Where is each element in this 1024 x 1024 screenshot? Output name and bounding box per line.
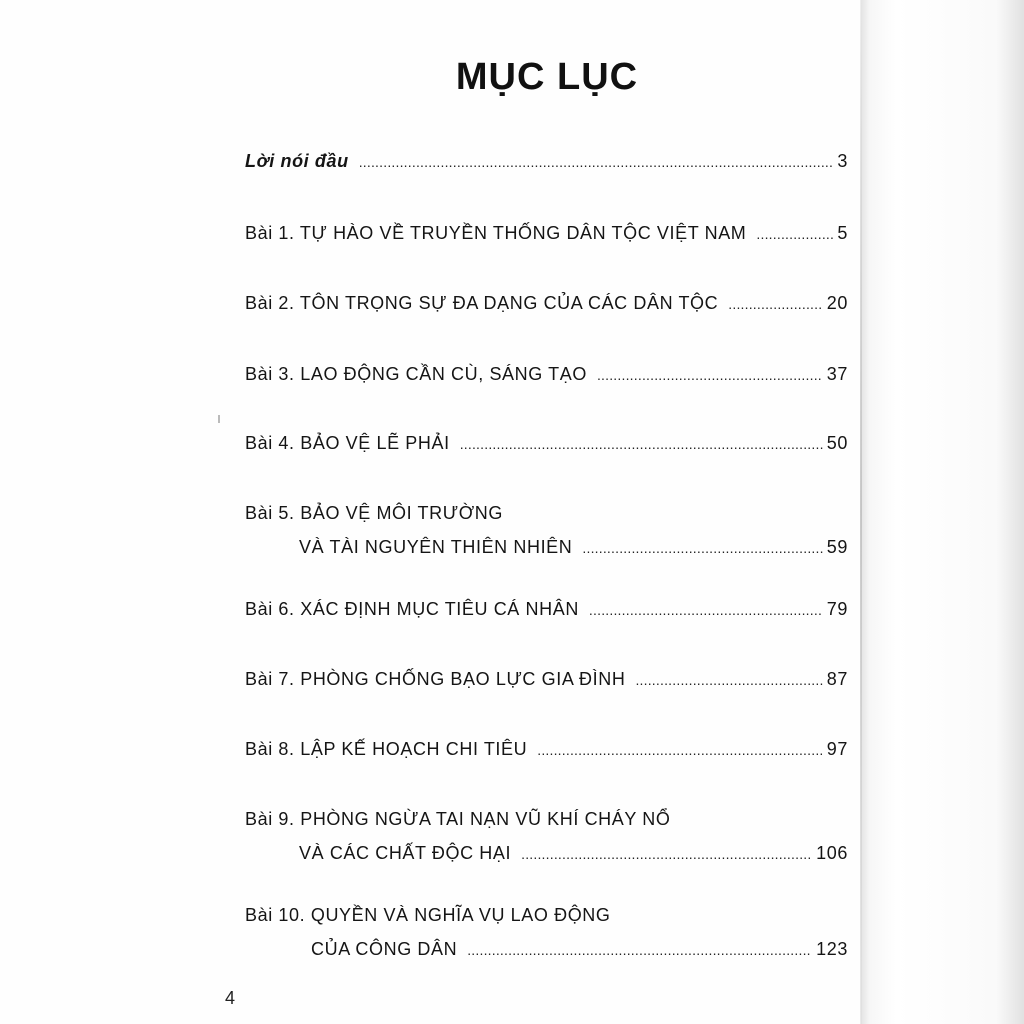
toc-entry-lesson-1 bbox=[245, 222, 848, 245]
toc-entry-lesson-8 bbox=[245, 738, 848, 761]
page-number: 4 bbox=[225, 988, 236, 1008]
page-title: MỤC LỤC bbox=[455, 56, 639, 98]
toc-entry-label: Bài 10. QUYỀN VÀ NGHĨA VỤ LAO ĐỘNG bbox=[245, 905, 611, 925]
toc-entry-lesson-5 bbox=[245, 502, 848, 559]
toc-entry-label-line2: VÀ TÀI NGUYÊN THIÊN NHIÊN bbox=[299, 537, 573, 557]
toc-entry-lesson-9 bbox=[245, 808, 848, 865]
toc-entry-lesson-3 bbox=[245, 363, 848, 386]
toc-entry-label: Bài 9. PHÒNG NGỪA TAI NẠN VŨ KHÍ CHÁY NỔ bbox=[245, 809, 671, 829]
page-edge-shadow bbox=[856, 0, 1024, 1024]
toc-entry-page: 59 bbox=[826, 537, 848, 557]
toc-entry-label: Bài 4. BẢO VỆ LẼ PHẢI bbox=[245, 433, 450, 453]
toc-leader-dots bbox=[597, 364, 823, 386]
toc-leader-dots bbox=[582, 537, 822, 559]
toc-entry-label: Bài 8. LẬP KẾ HOẠCH CHI TIÊU bbox=[245, 739, 528, 759]
toc-entry-page: 50 bbox=[826, 433, 848, 453]
toc-entry-page: 5 bbox=[837, 223, 848, 243]
toc-leader-dots bbox=[467, 939, 812, 961]
toc-entry-label: Lời nói đầu bbox=[245, 151, 349, 171]
toc-entry-label: Bài 2. TÔN TRỌNG SỰ ĐA DẠNG CỦA CÁC DÂN TỘC bbox=[245, 293, 719, 313]
toc-entry-page: 3 bbox=[837, 151, 848, 171]
toc-leader-dots bbox=[521, 843, 812, 865]
toc-entry-label: Bài 5. BẢO VỆ MÔI TRƯỜNG bbox=[245, 503, 503, 523]
toc-leader-dots bbox=[359, 151, 834, 173]
toc-entry-label-line2: CỦA CÔNG DÂN bbox=[311, 939, 458, 959]
toc-leader-dots bbox=[460, 433, 823, 455]
toc-entry-lesson-2 bbox=[245, 292, 848, 315]
toc-entry-page: 123 bbox=[816, 939, 848, 959]
toc-leader-dots bbox=[756, 223, 833, 245]
toc-entry-lesson-7 bbox=[245, 668, 848, 691]
toc-entry-foreword bbox=[245, 150, 848, 173]
page-edge-line bbox=[860, 0, 862, 1024]
toc-leader-dots bbox=[537, 739, 823, 761]
toc-entry-page: 37 bbox=[826, 364, 848, 384]
toc-leader-dots bbox=[589, 599, 823, 621]
toc-entry-label: Bài 7. PHÒNG CHỐNG BẠO LỰC GIA ĐÌNH bbox=[245, 669, 626, 689]
toc-entry-page: 87 bbox=[826, 669, 848, 689]
toc-entry-label: Bài 6. XÁC ĐỊNH MỤC TIÊU CÁ NHÂN bbox=[245, 599, 579, 619]
toc-entry-page: 20 bbox=[826, 293, 848, 313]
toc-entry-label: Bài 3. LAO ĐỘNG CẦN CÙ, SÁNG TẠO bbox=[245, 364, 587, 384]
toc-entry-lesson-6 bbox=[245, 598, 848, 621]
toc-entry-page: 79 bbox=[826, 599, 848, 619]
toc-entry-lesson-4 bbox=[245, 432, 848, 455]
margin-mark bbox=[218, 415, 220, 423]
toc-entry-lesson-10 bbox=[245, 904, 848, 961]
toc-entry-label-line2: VÀ CÁC CHẤT ĐỘC HẠI bbox=[299, 843, 512, 863]
toc-leader-dots bbox=[635, 669, 822, 691]
toc-entry-page: 106 bbox=[816, 843, 848, 863]
toc-entry-page: 97 bbox=[826, 739, 848, 759]
toc-leader-dots bbox=[728, 293, 823, 315]
toc-entry-label: Bài 1. TỰ HÀO VỀ TRUYỀN THỐNG DÂN TỘC VIỆT NAM bbox=[245, 223, 747, 243]
